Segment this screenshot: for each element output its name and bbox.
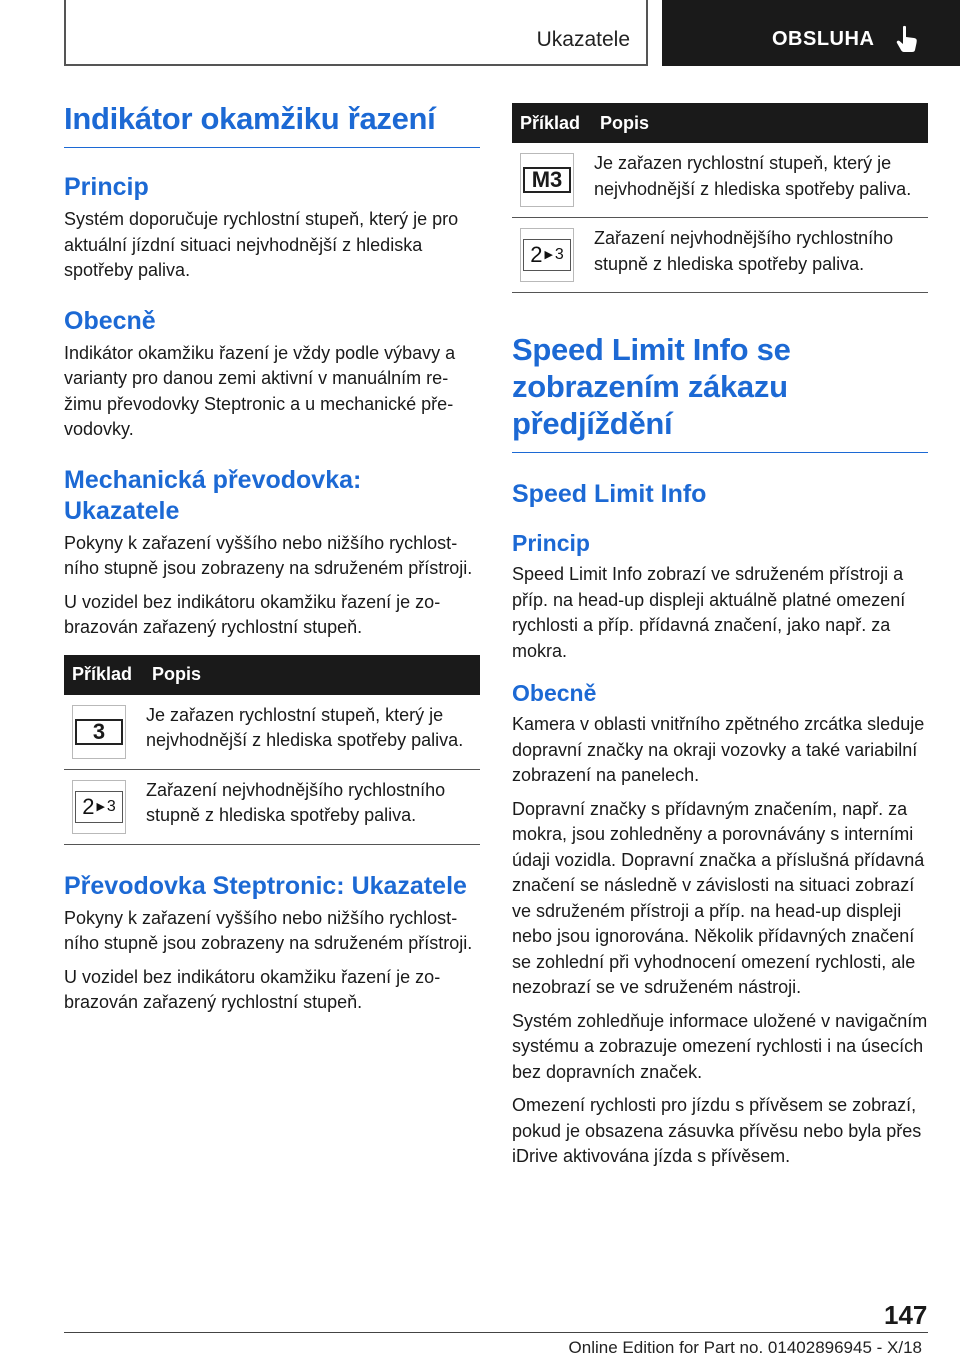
- table-cell-description: Zařazení nejvhodnějšího rychlostního stupně z hlediska spotřeby paliva.: [592, 218, 928, 293]
- manual-gear-table: [64, 655, 480, 845]
- paragraph-manual-1: Pokyny k zařazení vyššího nebo nižšího rychlostního stupně jsou zobrazeny na sdruženém přístroji.: [64, 532, 473, 578]
- heading-obecne: Obecně: [64, 306, 156, 335]
- footer-divider: [64, 1332, 928, 1333]
- column-header-example: Příklad: [64, 655, 144, 695]
- paragraph-steptronic-1: Pokyny k zařazení vyššího nebo nižšího rychlostního stupně jsou zobrazeny na sdruženém přístroji.: [64, 907, 473, 953]
- gear-shift-icon: [520, 228, 574, 282]
- paragraph-additional-signs: Dopravní značky s přídavným značením, např. za mokra, jsou zohledněny a porovnávány s interními údaji vozidla. Dopravní značka a příslušná přídavná značení se následně v závislosti na situaci zobrazí ve sdruženém přístroji a příp. na head-up displeji nebo jsou ignorována. Několik přídavných značení se zohlední při vyhodnocení omezení rychlosti, ale nezobrazí se ve sdruženém nástroji.: [512, 798, 925, 997]
- paragraph-camera: Kamera v oblasti vnitřního zpětného zrcátka sleduje dopravní značky na okraji vozovky a také variabilní zobrazení na panelech.: [512, 714, 925, 785]
- table-row: [64, 769, 480, 844]
- gear-shift-icon: [72, 780, 126, 834]
- heading-princip: Princip: [512, 530, 590, 556]
- gear-from: 2: [530, 242, 543, 267]
- arrow-right-icon: ▶: [544, 249, 553, 261]
- heading-speed-limit-info: Speed Limit Info: [512, 480, 707, 508]
- gear-display-icon: [520, 153, 574, 207]
- heading-steptronic: Převodovka Steptronic: Ukazatele: [64, 871, 467, 900]
- arrow-right-icon: ▶: [96, 800, 105, 813]
- footer-edition-text: Online Edition for Part no. 01402896945 - X/18: [568, 1338, 922, 1357]
- column-header-description: Popis: [144, 655, 480, 695]
- column-header-example: Příklad: [512, 103, 592, 143]
- pointing-hand-icon: [894, 24, 920, 54]
- table-cell-description: Zařazení nejvhodnějšího rychlostního stupně z hlediska spotřeby paliva.: [144, 769, 480, 844]
- heading-obecne: Obecně: [512, 680, 597, 706]
- table-cell-example: [64, 769, 144, 844]
- gear-number: 3: [75, 719, 123, 745]
- table-cell-description: Je zařazen rychlostní stupeň, který je nejvhodnější z hlediska spotřeby paliva.: [144, 695, 480, 770]
- column-header-description: Popis: [592, 103, 928, 143]
- gear-to: 3: [106, 797, 116, 815]
- paragraph-trailer: Omezení rychlosti pro jízdu s přívěsem se zobrazí, pokud je obsazena zásuvka přívěsu nebo byla přes iDrive aktivována jízda s přívěsem.: [512, 1095, 922, 1166]
- page-header: [0, 0, 960, 66]
- table-header-row: [512, 103, 928, 143]
- section-title-speed-limit-info: Speed Limit Info se zobrazením zákazu předjíždění: [512, 331, 928, 453]
- left-column: [64, 100, 480, 1024]
- table-row: [512, 218, 928, 293]
- heading-manual-transmission: Mechanická převodovka: Ukazatele: [64, 465, 362, 525]
- table-cell-example: [512, 143, 592, 218]
- page-number: 147: [884, 1300, 928, 1330]
- paragraph-navigation: Systém zohledňuje informace uložené v navigačním systému a zobrazuje omezení rychlosti i na úsecích bez dopravních značek.: [512, 1010, 928, 1082]
- table-cell-description: Je zařazen rychlostní stupeň, který je nejvhodnější z hlediska spotřeby paliva.: [592, 143, 928, 218]
- paragraph-manual-2: U vozidel bez indikátoru okamžiku řazení je zobrazován zařazený rychlostní stupeň.: [64, 591, 441, 637]
- gear-display-icon: [72, 705, 126, 759]
- heading-princip: Princip: [64, 173, 149, 201]
- table-header-row: [64, 655, 480, 695]
- gear-from: 2: [82, 793, 95, 819]
- paragraph-steptronic-2: U vozidel bez indikátoru okamžiku řazení je zobrazován zařazený rychlostní stupeň.: [64, 966, 441, 1012]
- paragraph-obecne: Indikátor okamžiku řazení je vždy podle výbavy a varianty pro danou zemi aktivní v manuálním režimu převodovky Steptronic a u mechanické převodovky.: [64, 342, 456, 439]
- paragraph-princip: Speed Limit Info zobrazí ve sdruženém přístroji a příp. na head-up displeji aktuálně platné omezení rychlosti a příp. přídavná značení, jako např. za mokra.: [512, 564, 906, 661]
- header-chapter-title: OBSLUHA: [772, 28, 875, 50]
- table-row: [64, 695, 480, 770]
- section-title-shift-indicator: Indikátor okamžiku řazení: [64, 100, 480, 148]
- table-cell-example: [512, 218, 592, 293]
- table-cell-example: [64, 695, 144, 770]
- gear-number: M3: [523, 167, 571, 193]
- table-row: [512, 143, 928, 218]
- header-section-title: Ukazatele: [536, 28, 630, 51]
- gear-to: 3: [554, 246, 564, 263]
- steptronic-gear-table: [512, 103, 928, 293]
- right-column: [512, 103, 928, 1178]
- paragraph-princip: Systém doporučuje rychlostní stupeň, který je pro aktuální jízdní situaci nejvhodnější z hlediska spotřeby paliva.: [64, 209, 459, 280]
